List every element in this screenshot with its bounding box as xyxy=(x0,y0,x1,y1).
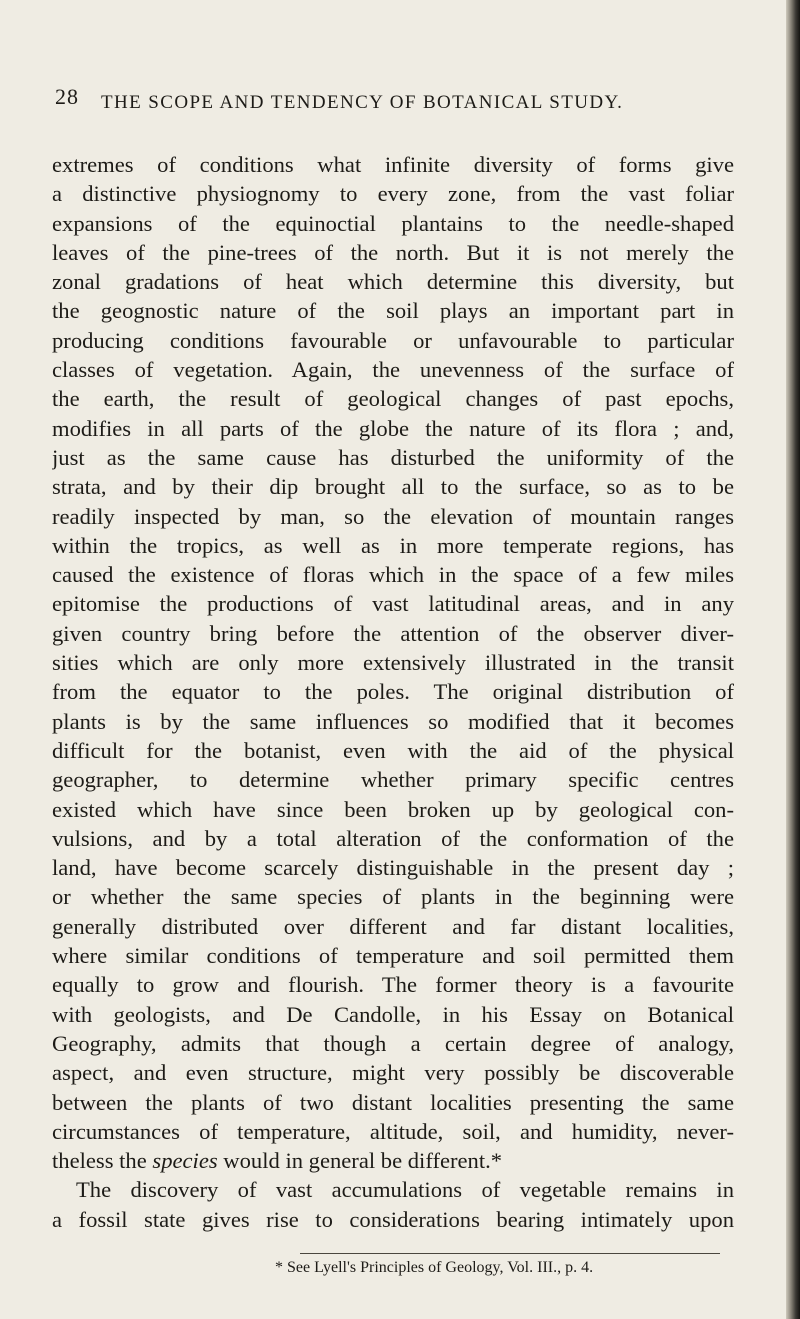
text-line: generally distributed over different and far distant localities, xyxy=(52,913,734,939)
text-line: just as the same cause has disturbed the uniformity of the xyxy=(52,444,734,470)
text-line: between the plants of two distant localities presenting the same xyxy=(52,1089,734,1115)
text-line: strata, and by their dip brought all to the surface, so as to be xyxy=(52,474,734,500)
text-line: difficult for the botanist, even with the aid of the physical xyxy=(52,737,734,763)
text-line: vulsions, and by a total alteration of the conformation of the xyxy=(52,825,734,851)
species-italic: species xyxy=(152,1148,218,1174)
text-line: expansions of the equinoctial plantains to the needle-shaped xyxy=(52,210,734,236)
text-line: classes of vegetation. Again, the unevenness of the surface of xyxy=(52,357,734,383)
footnote-rule xyxy=(300,1253,720,1254)
page-number: 28 xyxy=(55,84,79,109)
text-line-species xyxy=(52,1146,734,1175)
text-line: equally to grow and flourish. The former theory is a favourite xyxy=(52,972,734,998)
text-line: a fossil state gives rise to considerations bearing intimately upon xyxy=(52,1206,734,1232)
text-line: from the equator to the poles. The original distribution of xyxy=(52,679,734,705)
text-line: geographer, to determine whether primary specific centres xyxy=(52,767,734,793)
text-line: plants is by the same influences so modified that it becomes xyxy=(52,708,734,734)
running-title: THE SCOPE AND TENDENCY OF BOTANICAL STUDY. xyxy=(101,92,624,113)
text-line: within the tropics, as well as in more temperate regions, has xyxy=(52,532,734,558)
text-line: zonal gradations of heat which determine this diversity, but xyxy=(52,269,734,295)
text-line: a distinctive physiognomy to every zone, from the vast foliar xyxy=(52,181,734,207)
text-line: modifies in all parts of the globe the nature of its flora ; and, xyxy=(52,415,734,441)
book-spine-shadow xyxy=(786,0,800,1319)
species-line-after: would in general be different.* xyxy=(217,1148,503,1174)
text-line: or whether the same species of plants in the beginning were xyxy=(52,884,734,910)
text-line: circumstances of temperature, altitude, soil, and humidity, never- xyxy=(52,1118,734,1144)
text-line: with geologists, and De Candolle, in his Essay on Botanical xyxy=(52,1001,734,1027)
text-line: leaves of the pine-trees of the north. But it is not merely the xyxy=(52,239,734,265)
body-text xyxy=(52,150,734,1234)
running-head xyxy=(55,84,695,132)
text-line: existed which have since been broken up by geological con- xyxy=(52,796,734,822)
text-line: readily inspected by man, so the elevation of mountain ranges xyxy=(52,503,734,529)
text-line: sities which are only more extensively illustrated in the transit xyxy=(52,650,734,676)
text-line: producing conditions favourable or unfavourable to particular xyxy=(52,327,734,353)
text-line: caused the existence of floras which in the space of a few miles xyxy=(52,562,734,588)
text-line: extremes of conditions what infinite diversity of forms give xyxy=(52,152,734,177)
text-line: where similar conditions of temperature and soil permitted them xyxy=(52,943,734,969)
text-line: the geognostic nature of the soil plays an important part in xyxy=(52,298,734,324)
text-line: aspect, and even structure, might very possibly be discoverable xyxy=(52,1060,734,1086)
species-line-before: theless the xyxy=(52,1148,153,1174)
text-line: the earth, the result of geological changes of past epochs, xyxy=(52,386,734,412)
paragraph-2-first-line: The discovery of vast accumulations of vegetable remains in xyxy=(76,1177,734,1203)
text-line: Geography, admits that though a certain degree of analogy, xyxy=(52,1030,734,1056)
text-line: land, have become scarcely distinguishable in the present day ; xyxy=(52,855,734,881)
footnote: * See Lyell's Principles of Geology, Vol. III., p. 4. xyxy=(275,1259,594,1276)
text-line: epitomise the productions of vast latitudinal areas, and in any xyxy=(52,591,734,617)
text-line: given country bring before the attention of the observer diver- xyxy=(52,620,734,646)
